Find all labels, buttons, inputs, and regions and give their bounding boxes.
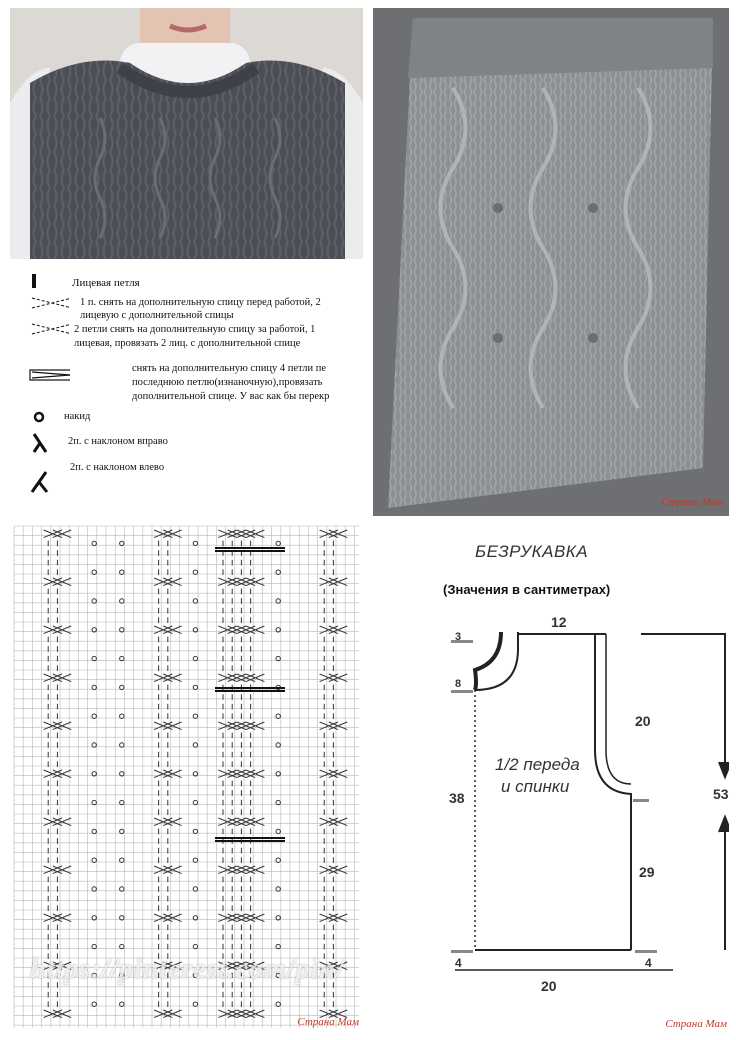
- dim-hem-right: 4: [645, 956, 652, 970]
- chart-stitch: [218, 866, 236, 874]
- dim-neck-width: 12: [551, 614, 567, 630]
- chart-stitch: [237, 914, 255, 922]
- chart-stitch: [237, 866, 255, 874]
- chart-stitch: [320, 530, 338, 538]
- legend-item-cable-right-2: лицевую с дополнительной спицы: [80, 310, 234, 321]
- chart-stitch: [218, 818, 236, 826]
- dim-neck-drop-back: 3: [455, 631, 462, 643]
- dec-left-icon: [32, 472, 47, 492]
- chart-stitch: [154, 674, 172, 682]
- wide-cable-icon: [30, 370, 70, 380]
- chart-stitch: [163, 530, 181, 538]
- legend-symbols: [10, 262, 70, 512]
- chart-stitch: [53, 722, 71, 730]
- chart-stitch: [246, 818, 264, 826]
- chart-stitch: [329, 818, 347, 826]
- chart-stitch: [163, 722, 181, 730]
- legend-item-cable-left-1: 2 петли снять на дополнительную спицу за работой, 1: [74, 324, 316, 335]
- legend-item-dec-left: 2п. с наклоном влево: [70, 462, 165, 473]
- chart-stitch: [53, 866, 71, 874]
- chart-stitch: [237, 674, 255, 682]
- chart-stitch: [237, 722, 255, 730]
- schematic-label-line1: 1/2 переда: [495, 755, 580, 774]
- chart-stitch: [228, 578, 246, 586]
- schematic-subtitle: (Значения в сантиметрах): [443, 582, 611, 597]
- chart-stitch: [228, 530, 246, 538]
- chart-stitch: [53, 914, 71, 922]
- chart-stitch: [154, 770, 172, 778]
- legend-item-wide-cable-1: снять на дополнительную спицу 4 петли пе: [132, 363, 327, 374]
- chart-stitch: [154, 530, 172, 538]
- legend-item-wide-cable-2: последнюю петлю(изнаночную),провязать: [132, 377, 323, 388]
- chart-stitch: [44, 866, 62, 874]
- chart-stitch: [237, 626, 255, 634]
- schematic-label: [495, 754, 580, 798]
- chart-stitch: [228, 674, 246, 682]
- chart-stitch: [246, 674, 264, 682]
- chart-stitch: [53, 1010, 71, 1018]
- schematic-watermark: Страна Мам: [665, 1018, 727, 1030]
- chart-stitch: [53, 578, 71, 586]
- chart-stitch: [154, 866, 172, 874]
- dim-hem-left: 4: [455, 956, 462, 970]
- chart-stitch: [163, 1010, 181, 1018]
- legend-item-cable-right-1: 1 п. снять на дополнительную спицу перед работой, 2: [80, 297, 321, 308]
- legend-item-yarn-over: накид: [64, 411, 91, 422]
- chart-stitch: [218, 674, 236, 682]
- chart-stitch: [163, 626, 181, 634]
- chart-stitch: [163, 770, 181, 778]
- chart-stitch: [237, 1010, 255, 1018]
- chart-stitch: [329, 914, 347, 922]
- chart-stitch: [228, 626, 246, 634]
- chart-stitch: [246, 530, 264, 538]
- chart-stitch: [53, 770, 71, 778]
- dec-right-icon: [34, 434, 46, 452]
- dim-total: 53: [713, 786, 729, 802]
- chart-stitch: [218, 770, 236, 778]
- chart-stitch: [320, 818, 338, 826]
- chart-stitch: [44, 770, 62, 778]
- chart-stitch: [163, 866, 181, 874]
- chart-stitch: [228, 722, 246, 730]
- chart-stitch: [246, 770, 264, 778]
- chart-stitch: [237, 818, 255, 826]
- knit-stitch-icon: [32, 274, 36, 288]
- chart-stitch: [329, 866, 347, 874]
- chart-stitch: [246, 722, 264, 730]
- chart-stitch: [154, 722, 172, 730]
- chart-stitch: [154, 914, 172, 922]
- dim-left-height: 38: [449, 790, 465, 806]
- chart-stitch: [228, 818, 246, 826]
- chart-stitch: [44, 818, 62, 826]
- vest-schematic: [373, 522, 729, 1032]
- chart-stitch: [320, 626, 338, 634]
- vest-illustration: [10, 8, 363, 259]
- chart-stitch: [44, 626, 62, 634]
- chart-stitch: [53, 626, 71, 634]
- stitch-legend: [10, 262, 363, 512]
- chart-stitch: [163, 914, 181, 922]
- chart-stitch: [163, 578, 181, 586]
- chart-stitch: [329, 578, 347, 586]
- chart-stitch: [329, 626, 347, 634]
- chart-stitch: [320, 722, 338, 730]
- chart-stitch: [218, 1010, 236, 1018]
- swatch-illustration: [373, 8, 729, 516]
- chart-stitch: [163, 818, 181, 826]
- chart-stitch: [237, 530, 255, 538]
- chart-stitch: [228, 866, 246, 874]
- chart-stitch: [329, 530, 347, 538]
- chart-stitch: [228, 1010, 246, 1018]
- legend-item-knit: Лицевая петля: [72, 277, 140, 289]
- chart-stitch: [53, 818, 71, 826]
- chart-stitch: [163, 674, 181, 682]
- chart-stitch: [320, 770, 338, 778]
- cable-left-icon: [32, 324, 70, 334]
- chart-watermark: Страна Мам: [297, 1016, 359, 1028]
- chart-stitch: [44, 1010, 62, 1018]
- chart-stitch: [53, 530, 71, 538]
- schematic-label-line2: и спинки: [501, 777, 570, 796]
- swatch-photo: [373, 8, 729, 516]
- dim-width: 20: [541, 978, 557, 994]
- url-watermark: https://pinterest.com/pin/: [30, 954, 345, 985]
- chart-stitch: [329, 674, 347, 682]
- vest-photo: [10, 8, 363, 259]
- dim-side: 29: [639, 864, 655, 880]
- dim-armhole: 20: [635, 713, 651, 729]
- chart-stitch: [246, 578, 264, 586]
- dim-neck-drop-front: 8: [455, 678, 462, 690]
- chart-stitch: [246, 866, 264, 874]
- legend-item-cable-left-2: лицевая, провязать 2 лиц. с дополнительной спице: [74, 338, 301, 349]
- chart-stitch: [44, 722, 62, 730]
- swatch-watermark: Страна Мам: [661, 496, 723, 508]
- chart-stitch: [218, 722, 236, 730]
- chart-stitch: [237, 770, 255, 778]
- chart-stitch: [237, 578, 255, 586]
- chart-stitch: [218, 578, 236, 586]
- chart-stitch: [154, 818, 172, 826]
- chart-stitch: [154, 578, 172, 586]
- chart-stitch: [320, 866, 338, 874]
- chart-stitch: [44, 578, 62, 586]
- chart-stitch: [329, 770, 347, 778]
- chart-gridlines: [14, 526, 359, 1028]
- chart-stitch: [320, 674, 338, 682]
- chart-stitch: [218, 626, 236, 634]
- chart-stitch: [320, 914, 338, 922]
- legend-item-dec-right: 2п. с наклоном вправо: [68, 436, 168, 447]
- cable-right-icon: [32, 298, 70, 308]
- chart-stitch: [44, 914, 62, 922]
- chart-stitch: [154, 1010, 172, 1018]
- legend-item-wide-cable-3: дополнительной спице. У вас как бы перекр: [132, 391, 330, 402]
- chart-stitch: [228, 914, 246, 922]
- chart-stitch: [53, 674, 71, 682]
- chart-stitch: [246, 914, 264, 922]
- chart-stitch: [154, 626, 172, 634]
- chart-stitch: [44, 674, 62, 682]
- chart-stitch: [44, 530, 62, 538]
- chart-stitch: [329, 722, 347, 730]
- chart-stitch: [218, 530, 236, 538]
- chart-stitch: [218, 914, 236, 922]
- schematic-title: БЕЗРУКАВКА: [475, 542, 589, 561]
- chart-stitch: [246, 1010, 264, 1018]
- chart-stitch: [320, 578, 338, 586]
- chart-stitch: [228, 770, 246, 778]
- yarn-over-icon: [35, 413, 43, 421]
- chart-symbols: [44, 530, 348, 1018]
- chart-stitch: [246, 626, 264, 634]
